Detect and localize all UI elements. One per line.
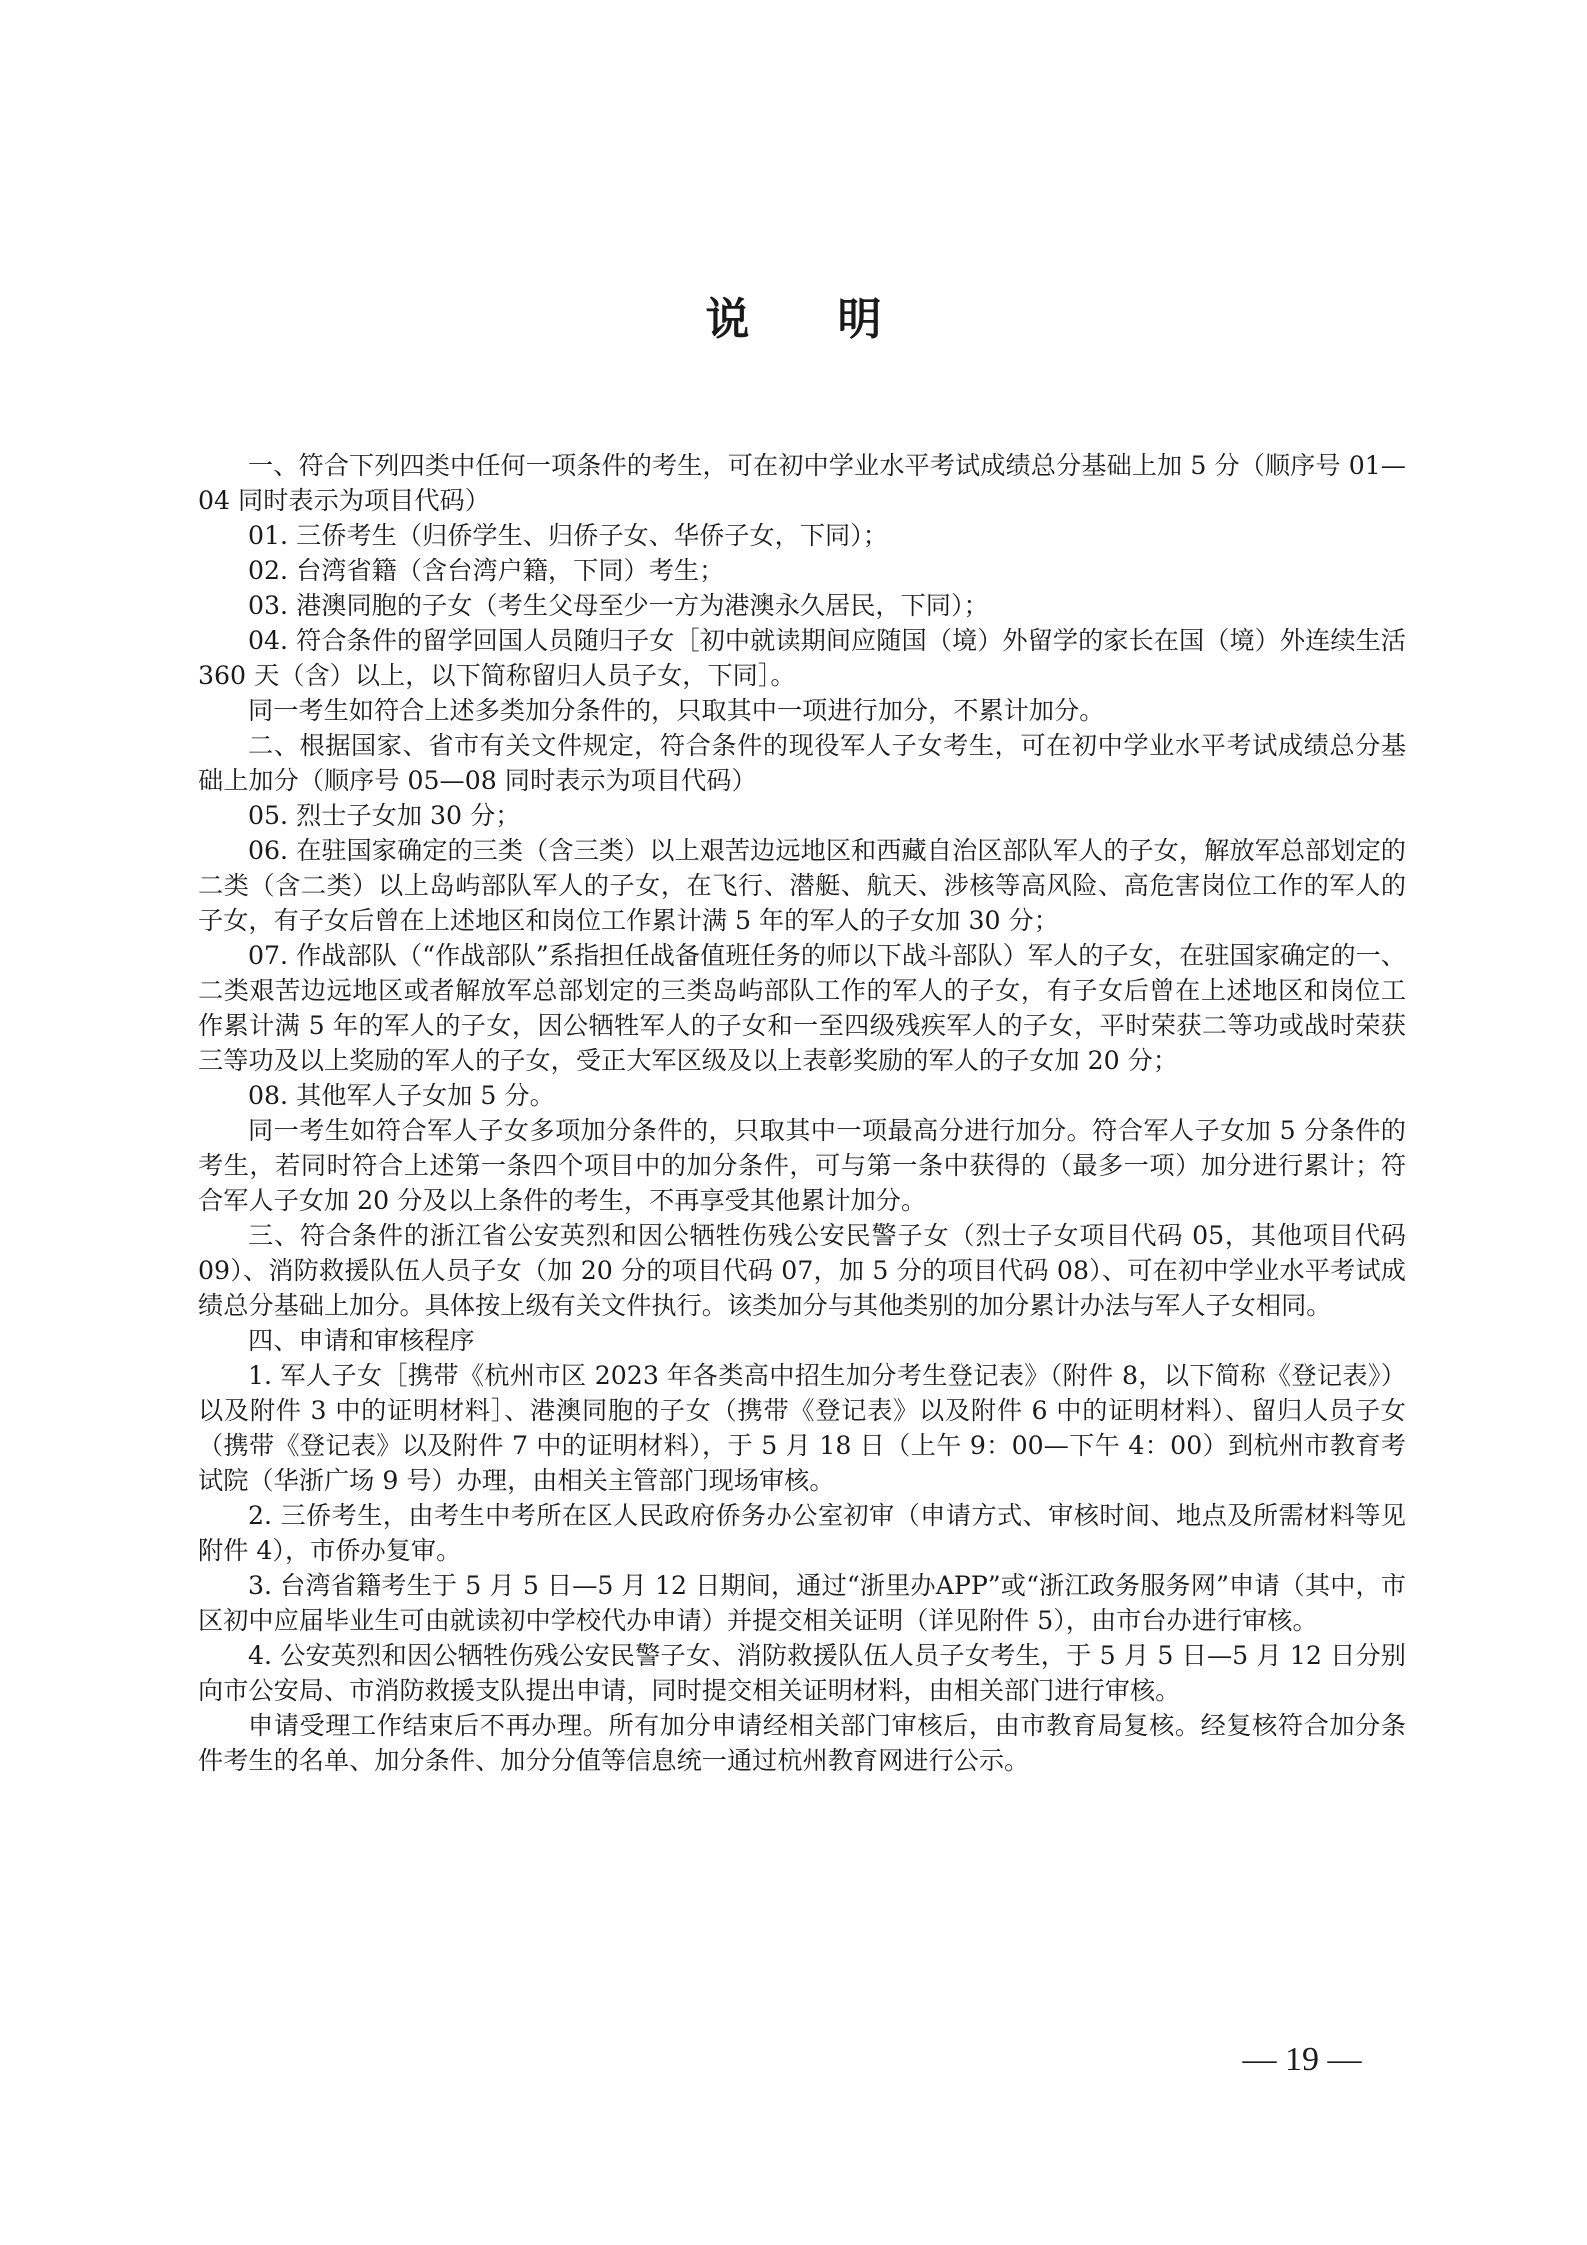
document-body xyxy=(198,448,1406,1778)
paragraph-7: 二、根据国家、省市有关文件规定，符合条件的现役军人子女考生，可在初中学业水平考试成绩总分基础上加分（顺序号 05—08 同时表示为项目代码） xyxy=(198,731,1406,795)
paragraph-16: 2. 三侨考生，由考生中考所在区人民政府侨务办公室初审（申请方式、审核时间、地点及所需材料等见附件 4），市侨办复审。 xyxy=(198,1501,1406,1565)
paragraph-13: 三、符合条件的浙江省公安英烈和因公牺牲伤残公安民警子女（烈士子女项目代码 05，其他项目代码 09）、消防救援队伍人员子女（加 20 分的项目代码 07，加 5 分的项目代码 08）、可在初中学业水平考试成绩总分基础上加分。具体按上级有关文件执行。该类加分与其他类别的加分累计办法与军人子女相同。 xyxy=(198,1221,1406,1320)
page-number: — 19 — xyxy=(1242,2041,1362,2078)
paragraph-8: 05. 烈士子女加 30 分； xyxy=(248,801,521,830)
paragraph-3: 02. 台湾省籍（含台湾户籍，下同）考生； xyxy=(248,556,725,585)
paragraph-1: 一、符合下列四类中任何一项条件的考生，可在初中学业水平考试成绩总分基础上加 5 分（顺序号 01—04 同时表示为项目代码） xyxy=(198,451,1406,515)
paragraph-19: 申请受理工作结束后不再办理。所有加分申请经相关部门审核后，由市教育局复核。经复核符合加分条件考生的名单、加分条件、加分分值等信息统一通过杭州教育网进行公示。 xyxy=(198,1711,1406,1775)
paragraph-18: 4. 公安英烈和因公牺牲伤残公安民警子女、消防救援队伍人员子女考生，于 5 月 5 日—5 月 12 日分别向市公安局、市消防救援支队提出申请，同时提交相关证明材料，由相关部门进行审核。 xyxy=(198,1641,1406,1705)
paragraph-2: 01. 三侨考生（归侨学生、归侨子女、华侨子女，下同）； xyxy=(248,521,888,550)
paragraph-9: 06. 在驻国家确定的三类（含三类）以上艰苦边远地区和西藏自治区部队军人的子女，解放军总部划定的二类（含二类）以上岛屿部队军人的子女，在飞行、潜艇、航天、涉核等高风险、高危害岗位工作的军人的子女，有子女后曾在上述地区和岗位工作累计满 5 年的军人的子女加 30 分； xyxy=(198,836,1406,935)
paragraph-4: 03. 港澳同胞的子女（考生父母至少一方为港澳永久居民，下同）； xyxy=(248,591,989,620)
paragraph-11: 08. 其他军人子女加 5 分。 xyxy=(248,1081,555,1110)
paragraph-6: 同一考生如符合上述多类加分条件的，只取其中一项进行加分，不累计加分。 xyxy=(248,696,1105,725)
page-title: 说明 xyxy=(705,294,970,345)
paragraph-15: 1. 军人子女［携带《杭州市区 2023 年各类高中招生加分考生登记表》（附件 8，以下简称《登记表》）以及附件 3 中的证明材料］、港澳同胞的子女（携带《登记表》以及附件 6 中的证明材料）、留归人员子女（携带《登记表》以及附件 7 中的证明材料），于 5 月 18 日（上午 9：00—下午 4：00）到杭州市教育考试院（华浙广场 9 号）办理，由相关主管部门现场审核。 xyxy=(198,1361,1406,1495)
paragraph-5: 04. 符合条件的留学回国人员随归子女［初中就读期间应随国（境）外留学的家长在国（境）外连续生活 360 天（含）以上，以下简称留归人员子女，下同］。 xyxy=(198,626,1406,690)
paragraph-10: 07. 作战部队（“作战部队”系指担任战备值班任务的师以下战斗部队）军人的子女，在驻国家确定的一、二类艰苦边远地区或者解放军总部划定的三类岛屿部队工作的军人的子女，有子女后曾在上述地区和岗位工作累计满 5 年的军人的子女，因公牺牲军人的子女和一至四级残疾军人的子女，平时荣获二等功或战时荣获三等功及以上奖励的军人的子女，受正大军区级及以上表彰奖励的军人的子女加 20 分； xyxy=(198,941,1406,1075)
paragraph-17: 3. 台湾省籍考生于 5 月 5 日—5 月 12 日期间，通过“浙里办APP”或“浙江政务服务网”申请（其中，市区初中应届毕业生可由就读初中学校代办申请）并提交相关证明（详见附件 5），由市台办进行审核。 xyxy=(198,1571,1406,1635)
paragraph-12: 同一考生如符合军人子女多项加分条件的，只取其中一项最高分进行加分。符合军人子女加 5 分条件的考生，若同时符合上述第一条四个项目中的加分条件，可与第一条中获得的（最多一项）加分进行累计；符合军人子女加 20 分及以上条件的考生，不再享受其他累计加分。 xyxy=(198,1116,1406,1215)
paragraph-14: 四、申请和审核程序 xyxy=(248,1326,475,1355)
